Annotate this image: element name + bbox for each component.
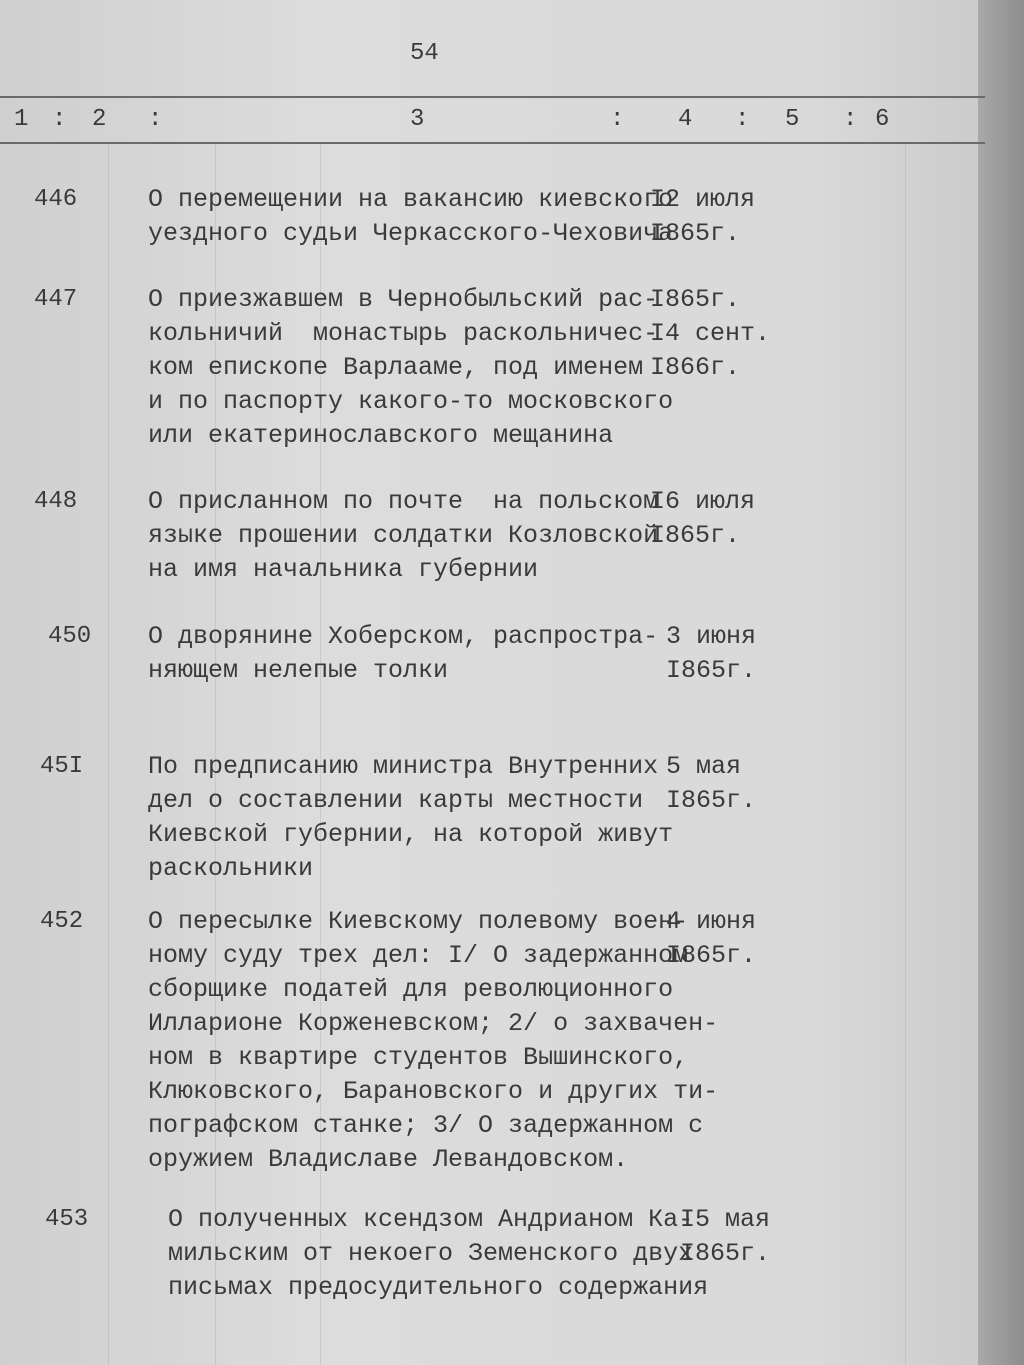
entry-date bbox=[666, 905, 756, 973]
page-edge-shadow bbox=[978, 0, 1024, 1365]
entry-date bbox=[650, 485, 755, 553]
entry-number: 453 bbox=[45, 1206, 89, 1233]
date-line: I4 сент. bbox=[650, 319, 771, 348]
entry-date bbox=[666, 620, 756, 688]
description-line: няющем нелепые толки bbox=[148, 656, 449, 685]
description-line: Клюковского, Барановского и других ти- bbox=[148, 1077, 719, 1106]
entry-date bbox=[666, 750, 756, 818]
date-line: I865г. bbox=[666, 656, 757, 685]
description-line: на имя начальника губернии bbox=[148, 555, 539, 584]
entry-description bbox=[148, 485, 658, 587]
header-bottom-rule bbox=[0, 142, 985, 144]
description-line: О пересылке Киевскому полевому воен- bbox=[148, 907, 689, 936]
date-line: I865г. bbox=[666, 941, 757, 970]
date-line: I865г. bbox=[650, 285, 741, 314]
col-3: 3 bbox=[410, 106, 425, 133]
column-rule bbox=[108, 142, 109, 1365]
entry-date bbox=[650, 183, 755, 251]
col-2: 2 bbox=[92, 106, 107, 133]
entry-number: 45I bbox=[40, 753, 84, 780]
date-line: I865г. bbox=[650, 521, 741, 550]
description-line: сборщике податей для революционного bbox=[148, 975, 674, 1004]
date-line: I6 июля bbox=[650, 487, 756, 516]
date-line: I865г. bbox=[680, 1239, 771, 1268]
entry-description bbox=[148, 905, 718, 1177]
description-line: По предписанию министра Внутренних bbox=[148, 752, 659, 781]
entry-description bbox=[148, 620, 658, 688]
date-line: 3 июня bbox=[666, 622, 757, 651]
date-line: I5 мая bbox=[680, 1205, 771, 1234]
description-line: Киевской губернии, на которой живут bbox=[148, 820, 674, 849]
description-line: и по паспорту какого-то московского bbox=[148, 387, 674, 416]
column-rule bbox=[905, 142, 906, 1365]
col-sep: : bbox=[52, 106, 67, 133]
col-sep: : bbox=[843, 106, 858, 133]
description-line: О полученных ксендзом Андрианом Ка- bbox=[168, 1205, 694, 1234]
entry-number: 452 bbox=[40, 908, 84, 935]
description-line: или екатеринославского мещанина bbox=[148, 421, 614, 450]
entry-description bbox=[148, 750, 673, 886]
description-line: пографском станке; 3/ О задержанном с bbox=[148, 1111, 704, 1140]
col-sep: : bbox=[610, 106, 625, 133]
col-sep: : bbox=[735, 106, 750, 133]
description-line: письмах предосудительного содержания bbox=[168, 1273, 709, 1302]
description-line: Илларионе Корженевском; 2/ о захвачен- bbox=[148, 1009, 719, 1038]
entry-description bbox=[148, 183, 673, 251]
page-number: 54 bbox=[410, 40, 439, 67]
description-line: О дворянине Хоберском, распростра- bbox=[148, 622, 659, 651]
date-line: I866г. bbox=[650, 353, 741, 382]
description-line: ном в квартире студентов Вышинского, bbox=[148, 1043, 689, 1072]
column-header-row bbox=[0, 104, 985, 142]
date-line: I865г. bbox=[666, 786, 757, 815]
entry-description bbox=[168, 1203, 708, 1305]
description-line: ком епископе Варлааме, под именем bbox=[148, 353, 644, 382]
col-5: 5 bbox=[785, 106, 800, 133]
description-line: языке прошении солдатки Козловской bbox=[148, 521, 659, 550]
description-line: уездного судьи Черкасского-Чеховича bbox=[148, 219, 674, 248]
col-1: 1 bbox=[14, 106, 29, 133]
description-line: О присланном по почте на польском bbox=[148, 487, 659, 516]
description-line: О перемещении на вакансию киевского bbox=[148, 185, 674, 214]
entry-number: 447 bbox=[34, 286, 78, 313]
date-line: I865г. bbox=[650, 219, 741, 248]
col-sep: : bbox=[148, 106, 163, 133]
description-line: О приезжавшем в Чернобыльский рас- bbox=[148, 285, 659, 314]
description-line: мильским от некоего Земенского двух bbox=[168, 1239, 694, 1268]
description-line: дел о составлении карты местности bbox=[148, 786, 644, 815]
entry-date bbox=[680, 1203, 770, 1271]
entry-number: 448 bbox=[34, 488, 78, 515]
header-top-rule bbox=[0, 96, 985, 98]
description-line: кольничий монастырь раскольничес- bbox=[148, 319, 659, 348]
entry-number: 450 bbox=[48, 623, 92, 650]
col-4: 4 bbox=[678, 106, 693, 133]
col-6: 6 bbox=[875, 106, 890, 133]
entry-description bbox=[148, 283, 673, 453]
description-line: оружием Владиславе Левандовском. bbox=[148, 1145, 629, 1174]
description-line: раскольники bbox=[148, 854, 314, 883]
date-line: 4 июня bbox=[666, 907, 757, 936]
date-line: I2 июля bbox=[650, 185, 756, 214]
description-line: ному суду трех дел: I/ О задержанном bbox=[148, 941, 689, 970]
entry-date bbox=[650, 283, 770, 385]
entry-number: 446 bbox=[34, 186, 78, 213]
date-line: 5 мая bbox=[666, 752, 742, 781]
